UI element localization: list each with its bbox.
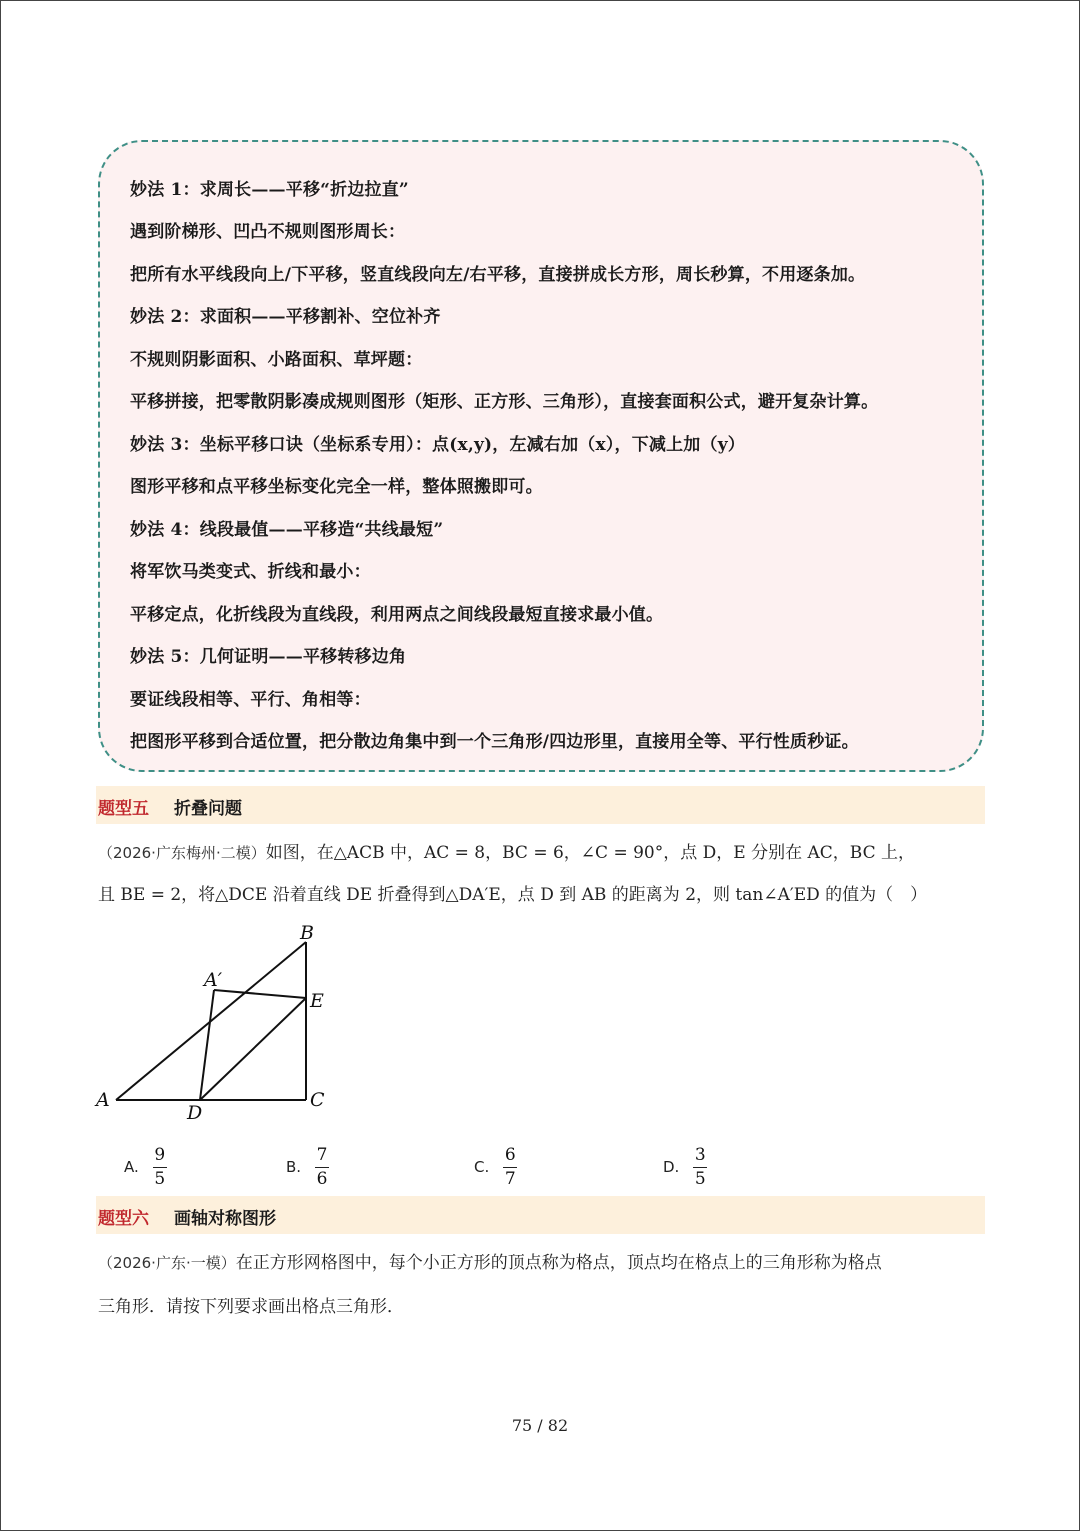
fraction-bar (153, 1167, 167, 1168)
question-text: 在正方形网格图中，每个小正方形的顶点称为格点，顶点均在格点上的三角形称为格点 (235, 1253, 882, 1273)
tip-title-3: 妙法 3：坐标平移口诀（坐标系专用）：点(x,y)，左减右加（x），下减上加（y） (130, 435, 745, 455)
tip-line: 不规则阴影面积、小路面积、草坪题： (130, 350, 423, 370)
option-b[interactable] (286, 1142, 329, 1192)
fraction-bar (503, 1167, 517, 1168)
tip-title-5: 妙法 5：几何证明——平移转移边角 (130, 647, 407, 667)
label-a-prime: A′ (204, 969, 223, 991)
tip-line: 遇到阶梯形、凹凸不规则图形周长： (130, 222, 406, 242)
denominator: 7 (504, 1168, 516, 1189)
tip-line: 要证线段相等、平行、角相等： (130, 690, 371, 710)
numerator: 6 (504, 1144, 516, 1165)
tip-line: 图形平移和点平移坐标变化完全一样，整体照搬即可。 (130, 477, 543, 497)
option-c[interactable] (474, 1142, 517, 1192)
label-e: E (310, 990, 324, 1012)
tip-title-2: 妙法 2：求面积——平移割补、空位补齐 (130, 307, 441, 327)
section-title: 折叠问题 (174, 799, 242, 819)
option-letter: D. (663, 1158, 680, 1176)
option-letter: C. (474, 1158, 490, 1176)
question-source: （2026·广东·一模） (98, 1254, 236, 1272)
option-fraction (693, 1145, 707, 1190)
numerator: 9 (154, 1144, 166, 1165)
label-d: D (187, 1102, 203, 1124)
tip-line: 把所有水平线段向上/下平移，竖直线段向左/右平移，直接拼成长方形，周长秒算，不用逐条加。 (130, 265, 866, 285)
tip-line: 平移拼接，把零散阴影凑成规则图形（矩形、正方形、三角形），直接套面积公式，避开复杂计算。 (130, 392, 879, 412)
option-d[interactable] (663, 1142, 707, 1192)
denominator: 5 (694, 1168, 706, 1189)
option-letter: B. (286, 1158, 302, 1176)
section-tag: 题型六 (98, 1209, 149, 1229)
question-line-1 (98, 1248, 882, 1273)
numerator: 3 (694, 1144, 706, 1165)
question-line-2: 三角形．请按下列要求画出格点三角形． (98, 1297, 404, 1317)
option-a[interactable] (124, 1142, 167, 1192)
option-fraction (153, 1145, 167, 1190)
label-a: A (96, 1089, 110, 1111)
label-b: B (300, 922, 314, 944)
segment-a-prime-e (214, 990, 306, 998)
section-header-6 (96, 1196, 985, 1234)
numerator: 7 (316, 1144, 328, 1165)
question-text: 如图，在△ACB 中，AC = 8，BC = 6，∠C = 90°，点 D，E 分别在 AC，BC 上， (265, 843, 915, 863)
tip-line: 把图形平移到合适位置，把分散边角集中到一个三角形/四边形里，直接用全等、平行性质秒证。 (130, 732, 859, 752)
option-letter: A. (124, 1158, 139, 1176)
denominator: 5 (154, 1168, 166, 1189)
denominator: 6 (316, 1168, 328, 1189)
section-title: 画轴对称图形 (174, 1209, 276, 1229)
section-tag: 题型五 (98, 799, 149, 819)
question-line-1 (98, 838, 915, 863)
section-header-5 (96, 786, 985, 824)
question-source: （2026·广东梅州·二模） (98, 844, 266, 862)
segment-da-prime (200, 990, 214, 1100)
question-line-2: 且 BE = 2，将△DCE 沿着直线 DE 折叠得到△DA′E，点 D 到 AB 的距离为 2，则 tan∠A′ED 的值为（ ） (98, 885, 928, 905)
tip-line: 将军饮马类变式、折线和最小： (130, 562, 371, 582)
segment-de (200, 998, 306, 1100)
option-fraction (315, 1145, 329, 1190)
tip-title-1: 妙法 1：求周长——平移“折边拉直” (130, 180, 409, 200)
fraction-bar (315, 1167, 329, 1168)
tip-title-4: 妙法 4：线段最值——平移造“共线最短” (130, 520, 444, 540)
page-number: 75 / 82 (511, 1416, 569, 1435)
option-fraction (503, 1145, 517, 1190)
fraction-bar (693, 1167, 707, 1168)
tip-line: 平移定点，化折线段为直线段，利用两点之间线段最短直接求最小值。 (130, 605, 664, 625)
triangle-fold-figure (92, 920, 342, 1130)
label-c: C (310, 1089, 325, 1111)
